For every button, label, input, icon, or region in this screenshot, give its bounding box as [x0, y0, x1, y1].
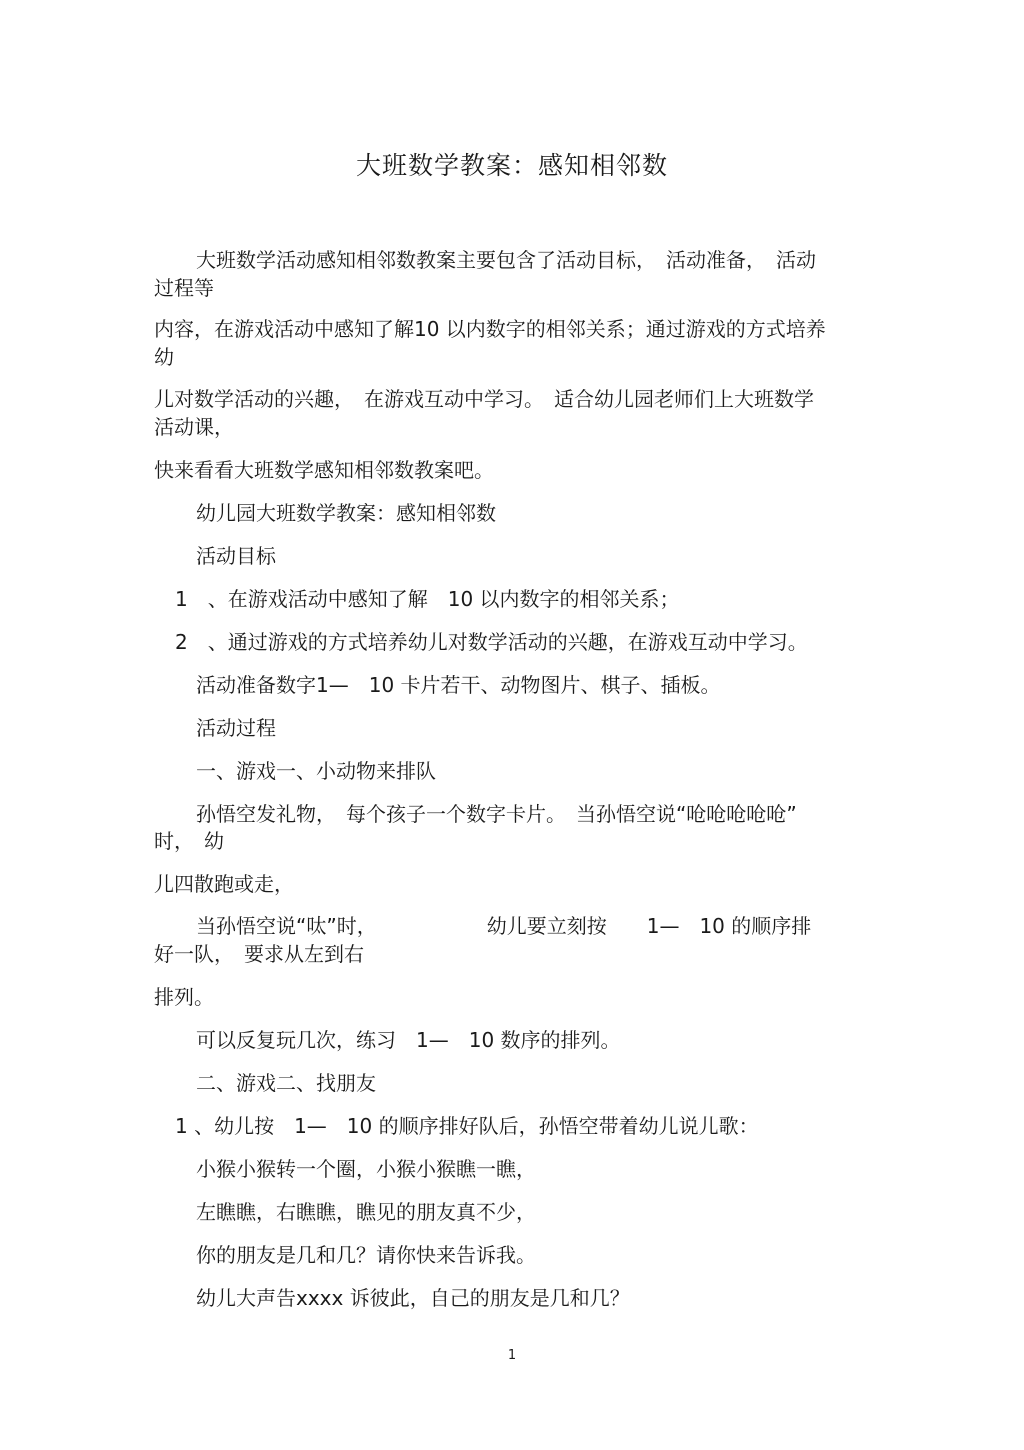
section-heading: 活动目标 — [196, 544, 276, 568]
document-title: 大班数学教案：感知相邻数 — [355, 151, 668, 180]
paragraph-line: 一、游戏一、小动物来排队 — [196, 759, 436, 783]
paragraph-line: 排列。 — [154, 985, 214, 1009]
paragraph-line: 内容，在游戏活动中感知了解10 以内数字的相邻关系；通过游戏的方式培养 — [154, 317, 826, 341]
paragraph-line: 快来看看大班数学感知相邻数教案吧。 — [154, 458, 494, 482]
paragraph-line: 孙悟空发礼物， 每个孩子一个数字卡片。 当孙悟空说“呛呛呛呛呛” — [196, 802, 797, 826]
paragraph-line: 幼 — [154, 345, 174, 369]
paragraph-line: 时， 幼 — [154, 829, 224, 853]
paragraph-line: 大班数学活动感知相邻数教案主要包含了活动目标， 活动准备， 活动 — [196, 248, 816, 272]
paragraph-line: 幼儿园大班数学教案：感知相邻数 — [196, 501, 496, 525]
paragraph-line: 活动课， — [154, 415, 234, 439]
paragraph-line: 儿四散跑或走， — [154, 872, 294, 896]
list-item: 2 、通过游戏的方式培养幼儿对数学活动的兴趣，在游戏互动中学习。 — [175, 630, 808, 654]
list-item: 1 、在游戏活动中感知了解 10 以内数字的相邻关系； — [175, 587, 680, 611]
paragraph-line: 当孙悟空说“呔”时， 幼儿要立刻按 1— 10 的顺序排 — [196, 914, 812, 938]
section-heading: 二、游戏二、找朋友 — [196, 1071, 376, 1095]
page-number: 1 — [507, 1348, 517, 1363]
paragraph-line: 幼儿大声告xxxx 诉彼此，自己的朋友是几和几？ — [196, 1286, 630, 1310]
paragraph-line: 左瞧瞧，右瞧瞧，瞧见的朋友真不少， — [196, 1200, 536, 1224]
list-item: 1 、幼儿按 1— 10 的顺序排好队后，孙悟空带着幼儿说儿歌： — [175, 1114, 759, 1138]
paragraph-line: 过程等 — [154, 276, 214, 300]
section-heading: 活动过程 — [196, 716, 276, 740]
paragraph-line: 好一队， 要求从左到右 — [154, 942, 364, 966]
paragraph-line: 可以反复玩几次，练习 1— 10 数序的排列。 — [196, 1028, 621, 1052]
paragraph-line: 活动准备数字1— 10 卡片若干、动物图片、棋子、插板。 — [196, 673, 721, 697]
paragraph-line: 小猴小猴转一个圈，小猴小猴瞧一瞧， — [196, 1157, 536, 1181]
paragraph-line: 儿对数学活动的兴趣， 在游戏互动中学习。 适合幼儿园老师们上大班数学 — [154, 387, 814, 411]
paragraph-line: 你的朋友是几和几？请你快来告诉我。 — [196, 1243, 536, 1267]
